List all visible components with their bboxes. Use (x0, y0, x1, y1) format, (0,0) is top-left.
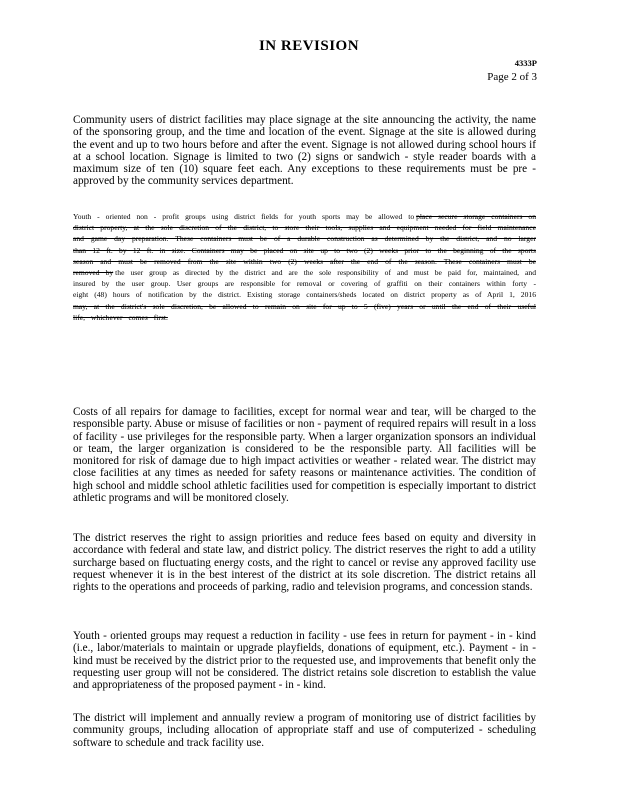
paragraph-priorities-fees: The district reserves the right to assign priorities and reduce fees based on equity and diversity in accordance with federal and state law, and district policy. The district reserves the right to add a utility surcharge based on fluctuating energy costs, and the right to cancel or revise any approved facility use request whenever it is in the best interest of the district at its sole discretion. The district retains all rights to the operations and proceeds of parking, radio and television programs, and concession stands. (73, 532, 536, 594)
paragraph-storage-containers (73, 211, 536, 323)
revision-banner: IN REVISION (258, 38, 360, 54)
paragraph-signage: Community users of district facilities may place signage at the site announcing the activity, the name of the sponsoring group, and the time and location of the event. Signage at the site is allowed during the event and up to two hours before and after the event. Signage is not allowed during school hours if at a school location. Signage is limited to two (2) signs or sandwich - style reader boards with a maximum size of ten (10) square feet each. Any exceptions to these requirements must be pre - approved by the community services department. (73, 114, 536, 188)
page-number: Page 2 of 3 (487, 71, 537, 83)
storage-text-struck-1: place secure storage containers on district property, at the sole discretion of the district, to store their tools, supplies and equipment needed for field maintenance and game day preparation. These containers must be of a durable construction as determined by the district, and no larger than 12 ft. by 12 ft. in size. Containers may be placed on site up to two (2) weeks prior to the beginning of the sports season and must be removed from the site within two (2) weeks after the end of the season. These containers must be removed by (73, 212, 536, 278)
paragraph-payment-in-kind: Youth - oriented groups may request a reduction in facility - use fees in return for payment - in - kind (i.e., labor/materials to maintain or upgrade playfields, donations of equipment, etc.). Payment - in - kind must be received by the district prior to the requested use, and improvements that benefit only the requesting user group will not be considered. The district retains sole discretion to establish the value and appropriateness of the proposed payment - in - kind. (73, 630, 536, 692)
storage-text-intro: Youth - oriented non - profit groups using district fields for youth sports may be allowed to (73, 212, 415, 221)
paragraph-monitoring: The district will implement and annually review a program of monitoring use of district facilities by community groups, including allocation of appropriate staff and use of computerized - scheduling software to schedule and track facility use. (73, 712, 536, 749)
storage-text-middle: the user group as directed by the district and are the sole responsibility of and must be paid for, maintained, and insured by the user group. User groups are responsible for removal or covering of graffiti on their containers within forty - eight (48) hours of notification by the district. Existing storage containers/sheds located on district property as of April 1, 2016 (73, 268, 536, 300)
document-number: 4333P (514, 58, 537, 68)
storage-text-struck-2: may, at the district's sole discretion, be allowed to remain on site for up to 5 (five) years or until the end of their useful life, whichever comes first. (73, 301, 536, 322)
paragraph-repair-costs: Costs of all repairs for damage to facilities, except for normal wear and tear, will be charged to the responsible party. Abuse or misuse of facilities or non - payment of required repairs will result in a loss of facility - use privileges for the responsible party. When a larger organization sponsors an individual or team, the larger organization is considered to be the responsible party. All facilities will be monitored for risk of damage due to high impact activities or weather - related wear. The district may close facilities at any times as needed for safety reasons or maintenance activities. The condition of high school and middle school athletic facilities used for competition is especially important to district athletic programs and will be monitored closely. (73, 406, 536, 505)
